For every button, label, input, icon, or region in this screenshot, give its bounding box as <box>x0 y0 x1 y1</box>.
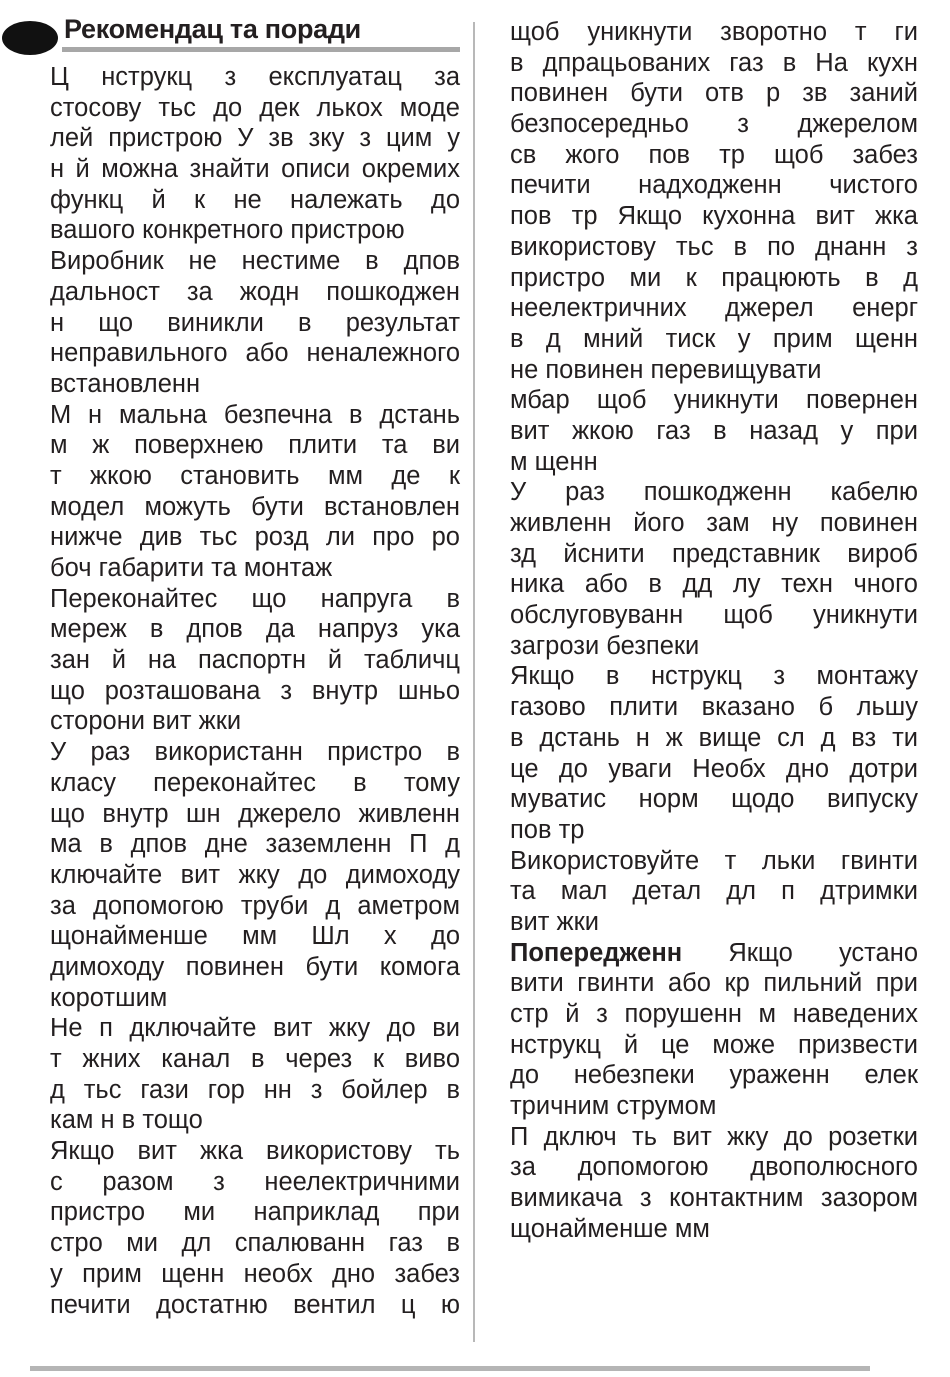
text-line: газово плити вказано б льшу <box>510 693 918 722</box>
text-line: неправильного або неналежного <box>50 339 460 368</box>
text-line: не повинен перевищувати <box>510 355 822 384</box>
text-line: дальност за жодн пошкоджен <box>50 277 460 306</box>
text-line <box>510 938 918 969</box>
text-line: зан й на паспортн й табличц <box>50 646 460 675</box>
text-line: за допомогою труби д аметром <box>50 891 460 920</box>
text-line: коротшим <box>50 983 168 1012</box>
text-line: живленн його зам ну повинен <box>510 509 918 537</box>
text-line: повинен бути отв р зв заний <box>510 79 918 108</box>
text-line: т жкою становить мм де к <box>50 461 460 490</box>
text-line: щонайменше мм <box>510 1214 710 1243</box>
text-line: що внутр шн джерело живленн <box>50 799 460 828</box>
text-line: димоходу повинен бути комога <box>50 952 460 981</box>
text-line: вашого конкретного пристрою <box>50 216 405 245</box>
text-line: що розташована з внутр шньо <box>50 676 460 705</box>
text-line: пов тр Якщо кухонна вит жка <box>510 202 918 231</box>
section-bullet-icon <box>2 21 58 55</box>
text-line: вимикача з контактним зазором <box>510 1184 918 1213</box>
text-line: безпосередньо з джерелом <box>510 110 918 139</box>
text-line: ма в дпов дне заземленн П д <box>50 830 460 859</box>
text-line: тричним струмом <box>510 1092 717 1121</box>
text-line: печити надходженн чистого <box>510 171 918 200</box>
text-line: в дпрацьованих газ в На кухн <box>510 48 918 77</box>
text-line: обслуговуванн щоб уникнути <box>510 601 918 630</box>
text-line: П дключ ть вит жку до розетки <box>510 1122 918 1151</box>
text-line: це до уваги Необх дно дотри <box>510 754 918 783</box>
text-line: використову тьс в по днанн з <box>510 232 918 261</box>
text-line: лей пристрою У зв зку з цим у <box>50 124 460 153</box>
warning-label: Попередженн <box>510 938 683 967</box>
left-column <box>50 62 460 1320</box>
text-line: боч габарити та монтаж <box>50 554 333 582</box>
text-line: у прим щенн необх дно забез <box>50 1259 460 1288</box>
heading-underline <box>62 47 460 52</box>
text-line: пристро ми к працюють в д <box>510 263 918 292</box>
text-line: за допомогою двополюсного <box>510 1153 918 1182</box>
text-line: ника або в дд лу техн чного <box>510 570 918 599</box>
text-line: св жого пов тр щоб забез <box>510 140 918 169</box>
text-line: Переконайтес що напруга в <box>50 584 460 613</box>
text-line: модел можуть бути встановлен <box>50 492 460 521</box>
text-line: ключайте вит жку до димоходу <box>50 860 460 889</box>
text-line: щоб уникнути зворотно т ги <box>510 18 918 46</box>
text-line: У раз використанн пристро в <box>50 738 460 767</box>
warning-text: Якщо устано <box>682 938 918 967</box>
text-line: вити гвинти або кр пильний при <box>510 969 918 998</box>
text-line: мереж в дпов да напруз ука <box>50 615 460 644</box>
text-line: до небезпеки ураженн елек <box>510 1061 918 1090</box>
text-line: Не п дключайте вит жку до ви <box>50 1014 460 1043</box>
text-line: стосову тьс до дек лькох моде <box>50 93 460 122</box>
text-line: встановленн <box>50 369 201 398</box>
text-line: м щенн <box>510 447 598 476</box>
text-line: нижче див тьс розд ли про ро <box>50 523 460 552</box>
text-line: д тьс гази гор нн з бойлер в <box>50 1075 460 1104</box>
text-line: нструкц й це може призвести <box>510 1030 918 1059</box>
text-line: т жних канал в через к виво <box>50 1045 460 1073</box>
text-line: М н мальна безпечна в дстань <box>50 400 460 429</box>
text-line: щонайменше мм Шл х до <box>50 922 460 951</box>
text-line: функц й к не належать до <box>50 185 460 214</box>
text-line: стро ми дл спалюванн газ в <box>50 1229 460 1258</box>
text-line: вит жкою газ в назад у при <box>510 416 918 445</box>
text-line: та мал детал дл п дтримки <box>510 877 918 906</box>
text-line: пристро ми наприклад при <box>50 1198 460 1227</box>
right-column <box>510 17 918 1245</box>
text-line: в дстань н ж вище сл д вз ти <box>510 723 918 752</box>
text-line: Ц нструкц з експлуатац за <box>50 63 460 91</box>
section-heading: Рекомендац та поради <box>64 14 361 44</box>
text-line: мбар щоб уникнути повернен <box>510 386 918 415</box>
text-line: Якщо в нструкц з монтажу <box>510 662 918 691</box>
text-line: с разом з неелектричними <box>50 1167 460 1196</box>
text-line: Якщо вит жка використову ть <box>50 1137 460 1166</box>
text-line: Використовуйте т льки гвинти <box>510 846 918 875</box>
text-line: в д мний тиск у прим щенн <box>510 324 918 353</box>
text-line: пов тр <box>510 815 585 844</box>
text-line: н що виникли в результат <box>50 308 460 337</box>
column-divider <box>473 22 475 1342</box>
text-line: загрози безпеки <box>510 631 700 660</box>
text-line: Виробник не нестиме в дпов <box>50 247 460 276</box>
text-line: сторони вит жки <box>50 707 242 736</box>
text-line: У раз пошкодженн кабелю <box>510 478 918 507</box>
text-line: неелектричних джерел енерг <box>510 294 918 323</box>
text-line: печити достатню вентил ц ю <box>50 1290 460 1319</box>
text-line: кам н в тощо <box>50 1106 203 1135</box>
text-line: зд йснити представник вироб <box>510 539 918 568</box>
text-line: класу переконайтес в тому <box>50 768 460 797</box>
page-bottom-rule <box>30 1366 870 1371</box>
text-line: вит жки <box>510 907 600 936</box>
text-line: м ж поверхнею плити та ви <box>50 431 460 460</box>
text-line: н й можна знайти описи окремих <box>50 155 460 184</box>
text-line: муватис норм щодо випуску <box>510 785 918 814</box>
text-line: стр й з порушенн м наведених <box>510 1000 918 1028</box>
